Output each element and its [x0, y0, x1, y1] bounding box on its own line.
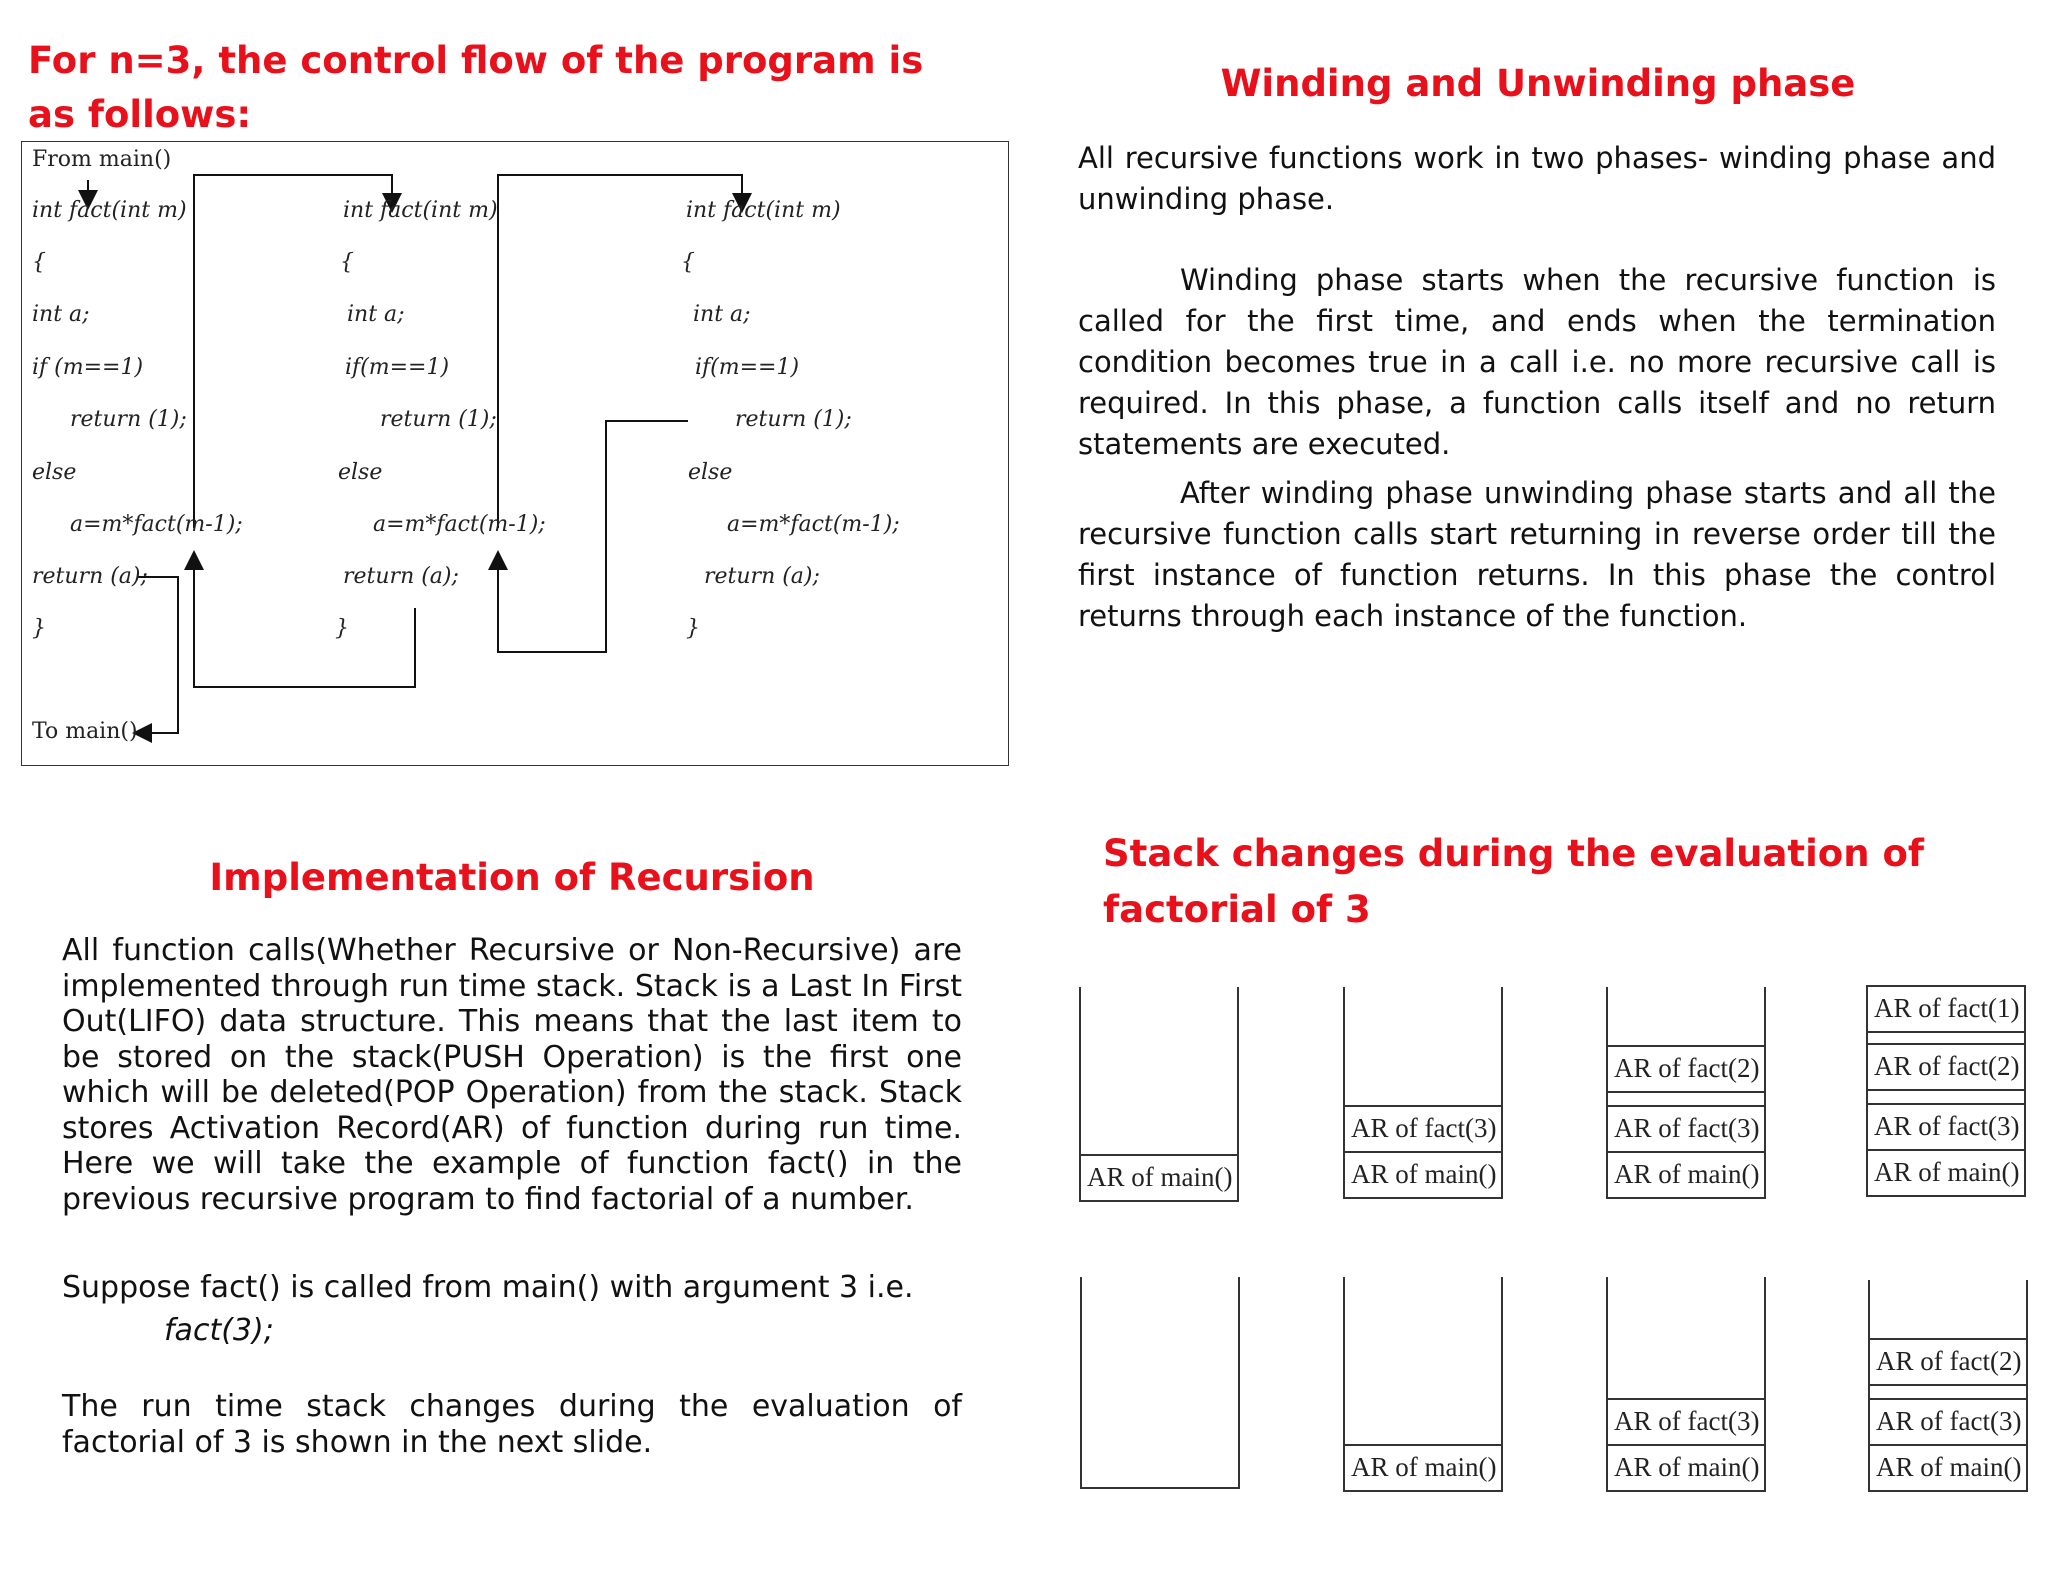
col3-else: else: [688, 460, 733, 485]
implementation-text: [62, 933, 962, 1460]
stack-cell: AR of fact(3): [1868, 1398, 2028, 1446]
stack-row2-1: [1080, 1277, 1240, 1489]
col2-signature: int fact(int m): [343, 198, 498, 223]
from-main-label: From main(): [32, 147, 172, 172]
col2-if: if(m==1): [345, 355, 450, 380]
winding-paragraph-2: Winding phase starts when the recursive function is called for the first time, and ends when the termination condition becomes true in a call i.e. no more recursive call is required. In this phase, a function calls itself and no return statements are executed.: [1078, 263, 1996, 461]
col3-open-brace: {: [681, 250, 695, 275]
stack-cell: AR of fact(2): [1868, 1338, 2028, 1386]
implementation-paragraph-3: The run time stack changes during the evaluation of factorial of 3 is shown in the next slide.: [62, 1389, 962, 1460]
col1-open-brace: {: [32, 250, 46, 275]
col2-else: else: [338, 460, 383, 485]
to-main-label: To main(): [32, 719, 138, 744]
col2-open-brace: {: [340, 250, 354, 275]
implementation-paragraph-2: Suppose fact() is called from main() with argument 3 i.e.: [62, 1270, 914, 1305]
winding-heading: Winding and Unwinding phase: [1220, 62, 1856, 105]
stack-cell: AR of main(): [1868, 1444, 2028, 1492]
stack-row1-1: [1079, 987, 1239, 1202]
stack-cell: AR of fact(3): [1343, 1105, 1503, 1153]
stack-cell: AR of main(): [1866, 1149, 2026, 1197]
col3-assign: a=m*fact(m-1);: [727, 512, 900, 537]
col3-close-brace: }: [686, 616, 700, 641]
winding-paragraph-3: After winding phase unwinding phase starts and all the recursive function calls start returning in reverse order till the first instance of function returns. In this phase the control returns through each instance of the function.: [1078, 476, 1996, 633]
stack-cell: AR of fact(1): [1866, 985, 2026, 1033]
col1-return-one: return (1);: [70, 407, 187, 432]
control-flow-heading: For n=3, the control flow of the program is as follows:: [28, 39, 924, 136]
col1-signature: int fact(int m): [32, 198, 187, 223]
implementation-code-line: fact(3);: [164, 1313, 274, 1348]
stack-cell: AR of fact(3): [1866, 1103, 2026, 1151]
col2-assign: a=m*fact(m-1);: [373, 512, 546, 537]
col1-return-a: return (a);: [32, 564, 148, 589]
stack-row2-3: [1606, 1277, 1766, 1492]
col2-decl: int a;: [347, 302, 405, 327]
winding-paragraph-1: All recursive functions work in two phases- winding phase and unwinding phase.: [1078, 141, 1996, 216]
stack-row1-4: [1866, 985, 2026, 1197]
col3-return-a: return (a);: [704, 564, 820, 589]
stack-cell: AR of fact(2): [1606, 1045, 1766, 1093]
col2-return-one: return (1);: [380, 407, 497, 432]
stack-cell: AR of main(): [1606, 1151, 1766, 1199]
col1-close-brace: }: [32, 616, 46, 641]
col2-close-brace: }: [335, 616, 349, 641]
stack-cell: AR of main(): [1343, 1444, 1503, 1492]
implementation-paragraph-1: All function calls(Whether Recursive or Non-Recursive) are implemented through run time stack. Stack is a Last In First Out(LIFO) data structure. This means that the last item to be stored on the stack(PUSH Operation) is the first one which will be deleted(POP Operation) from the stack. Stack stores Activation Record(AR) of function during run time. Here we will take the example of function fact() in the previous recursive program to find factorial of a number.: [62, 933, 962, 1217]
stack-cell: AR of main(): [1343, 1151, 1503, 1199]
col1-if: if (m==1): [32, 355, 144, 380]
stack-row2-2: [1343, 1277, 1503, 1492]
stack-heading: Stack changes during the evaluation of factorial of 3: [1103, 832, 1924, 931]
stack-cell: AR of fact(3): [1606, 1105, 1766, 1153]
winding-text: [1078, 138, 1996, 637]
col3-return-one: return (1);: [735, 407, 852, 432]
col1-else: else: [32, 460, 77, 485]
col3-decl: int a;: [693, 302, 751, 327]
col3-if: if(m==1): [695, 355, 800, 380]
stack-cell: AR of fact(3): [1606, 1398, 1766, 1446]
col1-decl: int a;: [32, 302, 90, 327]
col2-return-a: return (a);: [343, 564, 459, 589]
stack-cell: AR of main(): [1079, 1154, 1239, 1202]
stack-cell: AR of fact(2): [1866, 1043, 2026, 1091]
implementation-heading: Implementation of Recursion: [209, 856, 815, 899]
stack-cell: AR of main(): [1606, 1444, 1766, 1492]
col1-assign: a=m*fact(m-1);: [70, 512, 243, 537]
col3-signature: int fact(int m): [686, 198, 841, 223]
stack-row2-4: [1868, 1280, 2028, 1492]
stack-row1-3: [1606, 987, 1766, 1199]
stack-row1-2: [1343, 987, 1503, 1199]
